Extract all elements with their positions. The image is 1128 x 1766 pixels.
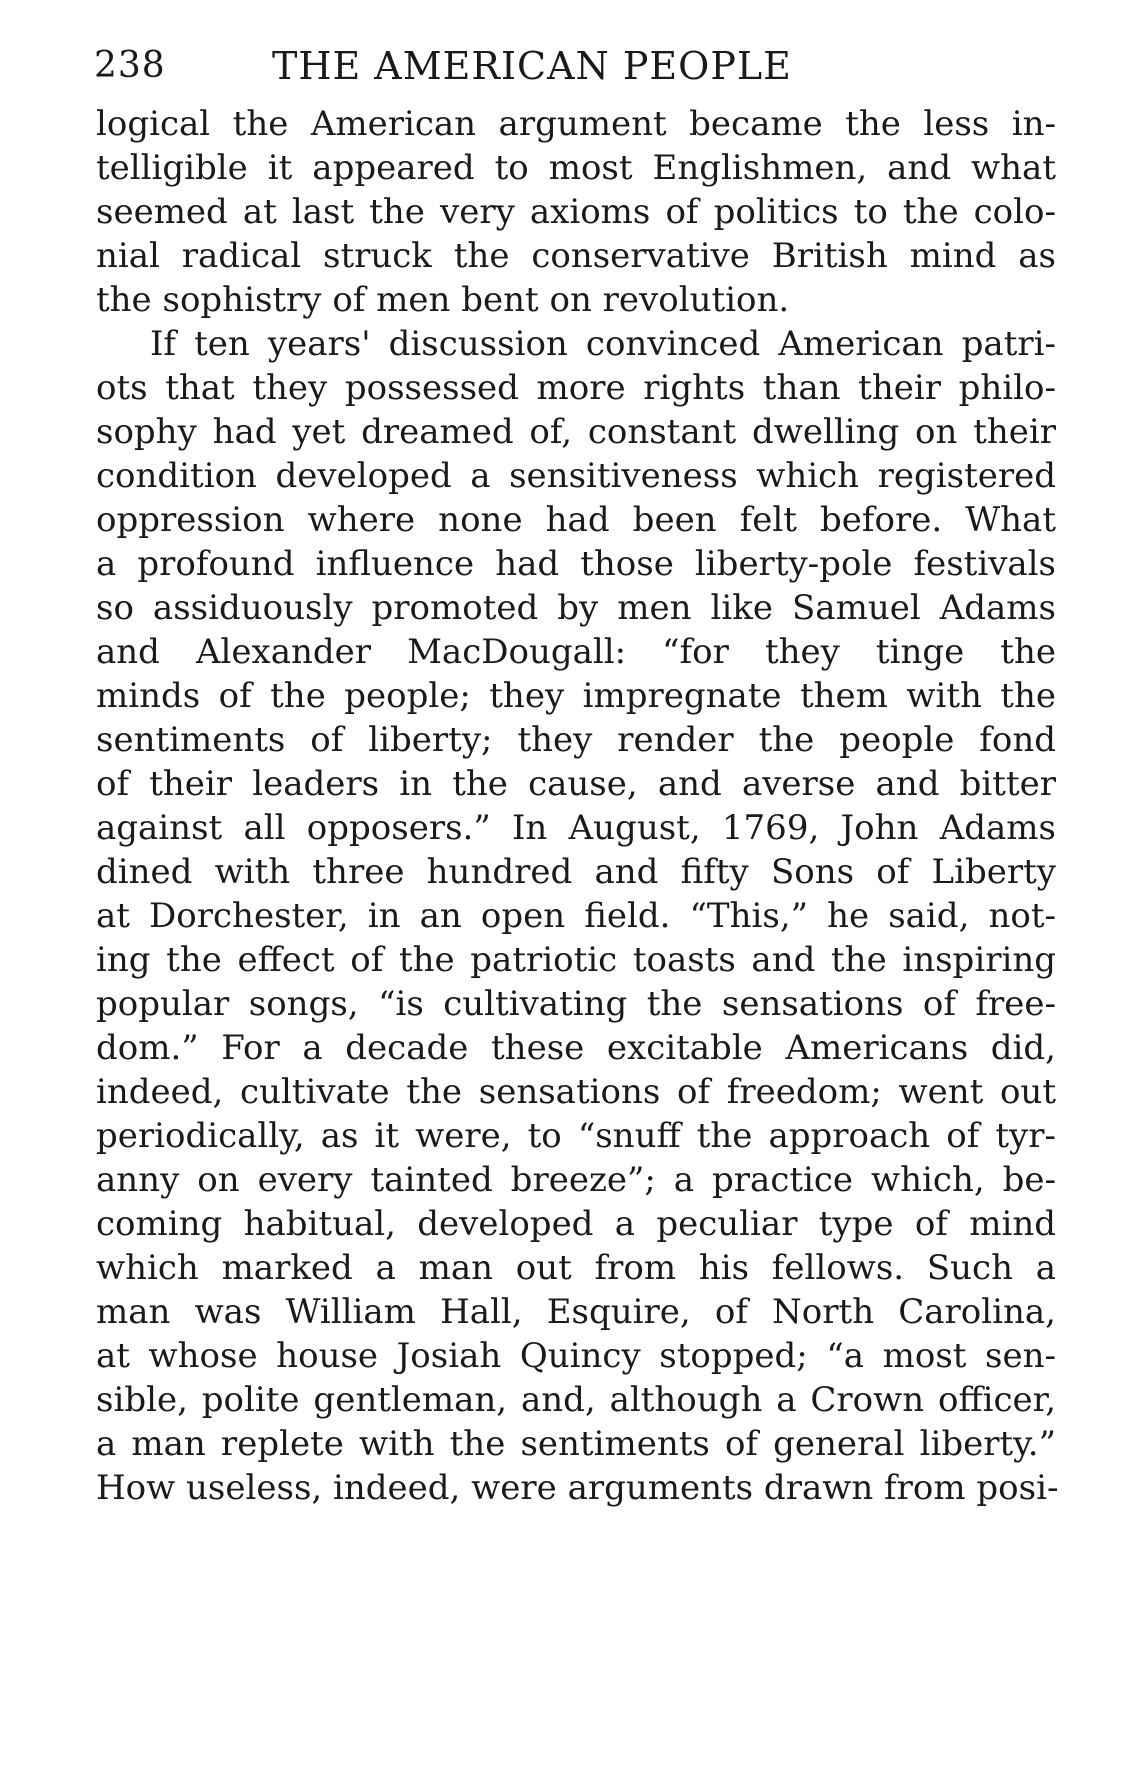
text-line: ing the effect of the patriotic toasts and the inspiring (96, 940, 1056, 980)
text-line: condition developed a sensitiveness which registered (96, 456, 1056, 496)
text-line: against all opposers.” In August, 1769, John Adams (96, 808, 1056, 848)
text-line: the sophistry of men bent on revolution. (96, 280, 790, 320)
text-line: of their leaders in the cause, and averse and bitter (96, 764, 1056, 804)
text-line: nial radical struck the conservative British mind as (96, 236, 1056, 276)
text-line: dom.” For a decade these excitable Americans did, (96, 1028, 1056, 1068)
text-line: at whose house Josiah Quincy stopped; “a most sen- (96, 1336, 1056, 1376)
text-line: sophy had yet dreamed of, constant dwelling on their (96, 412, 1056, 452)
text-line: anny on every tainted breeze”; a practice which, be- (96, 1160, 1056, 1200)
text-line: dined with three hundred and fifty Sons of Liberty (96, 852, 1056, 892)
text-line: oppression where none had been felt before. What (96, 500, 1056, 540)
page-number: 238 (94, 45, 166, 86)
text-line: indeed, cultivate the sensations of freedom; went out (96, 1072, 1056, 1112)
page-header (94, 36, 934, 96)
text-line: coming habitual, developed a peculiar type of mind (96, 1204, 1056, 1244)
paragraph-first-line: If ten years' discussion convinced American patri- (150, 324, 1056, 364)
text-line: at Dorchester, in an open field. “This,” he said, not- (96, 896, 1056, 936)
text-line: sentiments of liberty; they render the people fond (96, 720, 1056, 760)
text-line: so assiduously promoted by men like Samuel Adams (96, 588, 1056, 628)
text-line: seemed at last the very axioms of politics to the colo- (96, 192, 1056, 232)
text-line: periodically, as it were, to “snuff the approach of tyr- (96, 1116, 1056, 1156)
text-line: minds of the people; they impregnate them with the (96, 676, 1056, 716)
text-line: popular songs, “is cultivating the sensations of free- (96, 984, 1056, 1024)
running-head: THE AMERICAN PEOPLE (272, 44, 792, 88)
text-line: telligible it appeared to most Englishmen, and what (96, 148, 1056, 188)
text-line: and Alexander MacDougall: “for they tinge the (96, 632, 1056, 672)
text-line: ots that they possessed more rights than their philo- (96, 368, 1056, 408)
text-line: sible, polite gentleman, and, although a Crown officer, (96, 1380, 1056, 1420)
text-line: man was William Hall, Esquire, of North Carolina, (96, 1292, 1056, 1332)
text-line: How useless, indeed, were arguments drawn from posi- (96, 1468, 1059, 1508)
text-line: which marked a man out from his fellows. Such a (96, 1248, 1056, 1288)
text-line: a profound influence had those liberty-pole festivals (96, 544, 1056, 584)
text-line: logical the American argument became the less in- (96, 104, 1056, 144)
text-line: a man replete with the sentiments of general liberty.” (96, 1424, 1056, 1464)
